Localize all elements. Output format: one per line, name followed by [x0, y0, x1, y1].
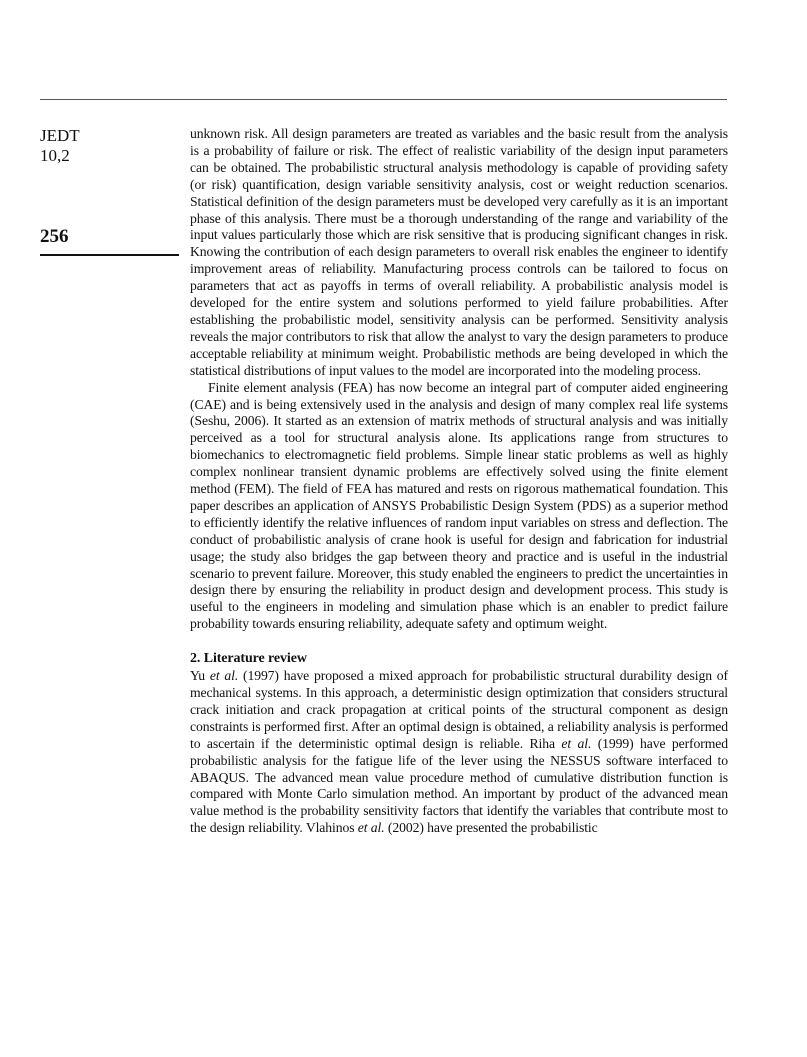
text-run: (1999) have performed probabilistic analysis for the fatigue life of the lever using the NESSUS software interfaced to ABAQUS. The advanced mean value procedure method of cumulative distribution function is compared with Monte Carlo simulation method. An important by product of the advanced mean value method is the probability sensitivity factors that identify the variables that contribute most to the design reliability. Vlahinos	[190, 735, 728, 836]
citation-etal: et al.	[561, 735, 592, 751]
paragraph	[190, 668, 728, 837]
text-run: Yu	[190, 668, 206, 684]
volume-issue: 10,2	[40, 146, 70, 165]
running-header	[40, 126, 180, 166]
text-run: (1997) have proposed a mixed approach for probabilistic structural durability design of mechanical systems. In this approach, a deterministic design optimization that considers structural crack initiation and crack propagation at critical points of the structural component as design constraints is performed first. After an optimal design is obtained, a reliability analysis is performed to ascertain if the deterministic optimal design is reliable. Riha	[190, 668, 728, 751]
paragraph: Finite element analysis (FEA) has now become an integral part of computer aided engineering (CAE) and is being extensively used in the analysis and design of many complex real life systems (Seshu, 2006). It started as an extension of matrix methods of structural analysis and was initially perceived as a tool for structural analysis alone. Its applications range from structures to biomechanics to electromagnetic field problems. Simple linear static problems as well as highly complex nonlinear transient dynamic problems are effectively solved using the finite element method (FEM). The field of FEA has matured and rests on rigorous mathematical foundation. This paper describes an application of ANSYS Probabilistic Design System (PDS) as a superior method to efficiently identify the relative influences of random input variables on stress and deflection. The conduct of probabilistic analysis of crane hook is useful for design and fabrication for industrial usage; the study also bridges the gap between theory and practice and is useful in the industrial scenario to prevent failure. Moreover, this study enabled the engineers to predict the uncertainties in design there by ensuring the reliability in product design and development process. This study is useful to the engineers in modeling and simulation phase which is an enabler to predict failure probability towards ensuring reliability, adequate safety and optimum weight.	[190, 379, 728, 632]
article-body	[190, 126, 728, 837]
text-run: (2002) have presented the probabilistic	[384, 820, 598, 836]
page-number: 256	[40, 226, 69, 247]
header-rule	[40, 99, 727, 100]
citation-etal: et al.	[209, 668, 239, 684]
paragraph: unknown risk. All design parameters are treated as variables and the basic result from the analysis is a probability of failure or risk. The effect of realistic variability of the design input parameters can be obtained. The probabilistic structural analysis methodology is capable of providing safety (or risk) quantification, design variable sensitivity analysis, cost or weight reduction scenarios. Statistical definition of the design parameters must be developed very carefully as it is an important phase of this analysis. There must be a thorough understanding of the range and variability of the input values particularly those which are risk sensitive that is producing significant changes in risk. Knowing the contribution of each design parameters to overall risk enables the engineer to identify improvement areas of reliability. Manufacturing process controls can be tailored to focus on parameters that act as payoffs in terms of overall reliability. A probabilistic analysis model is developed for the entire system and solutions performed to yield failure probabilities. After establishing the probabilistic model, sensitivity analysis can be performed. Sensitivity analysis reveals the major contributors to risk that allow the analyst to vary the design parameters to produce acceptable reliability at minimum weight. Probabilistic methods are being developed in which the statistical distributions of input values to the model are incorporated into the modeling process.	[190, 126, 728, 378]
journal-code: JEDT	[40, 126, 80, 145]
citation-etal: et al.	[357, 820, 385, 836]
page-number-rule	[40, 254, 179, 256]
section-heading: 2. Literature review	[190, 651, 307, 667]
